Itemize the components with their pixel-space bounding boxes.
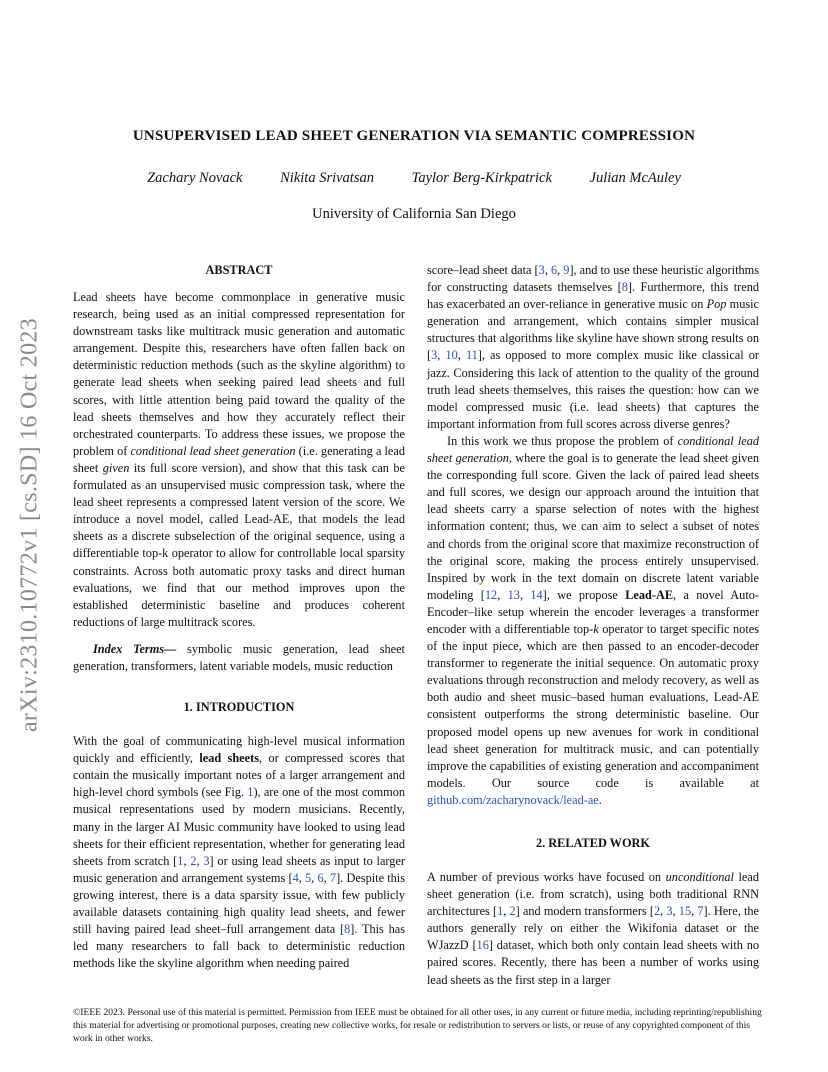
citation-link[interactable]: 1 <box>497 904 504 919</box>
arxiv-stamp: arXiv:2310.10772v1 [cs.SD] 16 Oct 2023 <box>16 317 43 733</box>
citation-link[interactable]: 8 <box>621 280 628 295</box>
citation-link[interactable]: 6 <box>317 870 324 885</box>
intro-paragraph-2: In this work we thus propose the problem of conditional lead sheet generation, where the goal is to generate the lead sheet given the corresponding full score. Given the lack of paired lead sheets and full scores, we design our approach around the intuition that lead sheets carry a sparse selection of notes with the highest information content; thus, we can aim to select a subset of notes and chords from the original score that maximize reconstruction of the original score, making the process entirely unsupervised. Inspired by work in the text domain on discrete latent variable modeling [12, 13, 14], we propose Lead-AE, a novel Auto-Encoder–like setup wherein the encoder leverages a transformer encoder with a differentiable top-k operator to target specific notes of the input piece, which are then passed to an encoder-decoder transformer to regenerate the initial sequence. On automatic proxy evaluations through reconstruction and melody recovery, as well as both audio and sheet music–based human evaluations, Lead-AE consistent outperforms the strong deterministic baseline. Our proposed model opens up new avenues for work in conditional lead sheet generation for multitrack music, and can potentially improve the capabilities of existing generation and accompaniment models. Our source code is available at github.com/zacharynovack/lead-ae. <box>427 433 759 807</box>
intro-heading: 1. INTRODUCTION <box>183 700 295 715</box>
citation-link[interactable]: 3 <box>538 263 545 277</box>
author: Zachary Novack <box>147 170 243 186</box>
citation-link[interactable]: 2 <box>653 904 661 919</box>
author: Nikita Srivatsan <box>280 170 374 186</box>
citation-link[interactable]: 14 <box>530 587 543 602</box>
citation-link[interactable]: 5 <box>305 870 312 885</box>
author: Taylor Berg-Kirkpatrick <box>411 170 552 186</box>
citation-link[interactable]: 7 <box>329 870 337 885</box>
citation-link[interactable]: 10 <box>445 348 458 363</box>
citation-link[interactable]: 16 <box>476 938 489 953</box>
left-column <box>73 262 405 972</box>
citation-link[interactable]: 9 <box>563 263 570 277</box>
copyright-footer: ©IEEE 2023. Personal use of this material is permitted. Permission from IEEE must be obtained for all other uses, in any current or future media, including reprinting/republishing this material for advertising or promotional purposes, creating new collective works, for resale or redistribution to servers or lists, or reuse of any copyrighted component of this work in other works. <box>73 1007 762 1044</box>
index-terms: Index Terms— symbolic music generation, lead sheet generation, transformers, latent variable models, music reduction <box>73 641 405 673</box>
citation-link[interactable]: 4 <box>292 870 299 885</box>
author: Julian McAuley <box>589 170 681 186</box>
author-list <box>0 170 828 187</box>
citation-link[interactable]: 1 <box>247 785 254 800</box>
source-code-link[interactable]: github.com/zacharynovack/lead-ae <box>427 792 599 807</box>
citation-link[interactable]: 3 <box>203 853 210 868</box>
right-column <box>427 262 759 989</box>
citation-link[interactable]: 11 <box>465 348 478 363</box>
intro-body: With the goal of communicating high-level musical information quickly and efficiently, lead sheets, or compressed scores that contain the musically important notes of a larger arrangement and high-level chord symbols (see Fig. 1), are one of the most common musical representations used by modern musicians. Recently, many in the larger AI Music community have looked to using lead sheets for their efficient representation, whether for generating lead sheets from scratch [1, 2, 3] or using lead sheets as input to larger music generation and arrangement systems [4, 5, 6, 7]. Despite this growing interest, there is a data sparsity issue, with few publicly available datasets containing high quality lead sheets, and fewer still having paired lead sheet–full arrangement data [8]. This has led many researchers to fall back to deterministic reduction methods like the skyline algorithm when needing paired <box>73 734 406 971</box>
related-work-heading: 2. RELATED WORK <box>536 836 650 850</box>
abstract-body: Lead sheets have become commonplace in generative music research, being used as an initial compressed representation for downstream tasks like multitrack music generation and automatic arrangement. Despite this, researchers have often fallen back on deterministic reduction methods (such as the skyline algorithm) to generate lead sheets when seeking paired lead sheets and full scores, with little attention being paid toward the quality of the lead sheets themselves and how they accurately reflect their orchestrated counterparts. To address these issues, we propose the problem of conditional lead sheet generation (i.e. generating a lead sheet given its full score version), and show that this task can be formulated as an unsupervised music compression task, where the lead sheet represents a compressed latent version of the score. We introduce a novel model, called Lead-AE, that models the lead sheets as a discrete subselection of the original sequence, using a differentiable top-k operator to allow for controllable local sparsity constraints. Across both automatic proxy tasks and direct human evaluations, we find that our method improves upon the established deterministic baseline and produces coherent reductions of large multitrack scores. <box>73 290 406 629</box>
citation-link[interactable]: 2 <box>509 904 516 919</box>
citation-link[interactable]: 13 <box>507 587 520 602</box>
citation-link[interactable]: 8 <box>344 922 351 937</box>
abstract-heading: ABSTRACT <box>205 263 273 277</box>
citation-link[interactable]: 7 <box>697 904 704 919</box>
citation-link[interactable]: 6 <box>550 263 558 277</box>
intro-continued: score–lead sheet data [3, 6, 9], and to use these heuristic algorithms for constructing datasets themselves [8]. Furthermore, this trend has exacerbated an over-reliance in generative music on Pop music generation and arrangement, which contains simpler musical structures that algorithms like skyline have shown strong results on [3, 10, 11], as opposed to more complex music like classical or jazz. Considering this lack of attention to the quality of the ground truth lead sheets themselves, this raises the question: how can we model compressed music (i.e. lead sheets) that captures the important information from full scores across diverse genres? <box>427 263 760 431</box>
related-work-body: A number of previous works have focused on unconditional lead sheet generation (i.e. from scratch), using both traditional RNN architectures [1, 2] and modern transformers [2, 3, 15, 7]. Here, the authors generally rely on either the Wikifonia dataset or the WJazzD [16] dataset, which both only contain lead sheets with no paired scores. Recently, there has been a number of works using lead sheets as the first step in a larger <box>427 870 759 987</box>
citation-link[interactable]: 12 <box>484 587 498 602</box>
citation-link[interactable]: 3 <box>666 904 673 919</box>
paper-title: UNSUPERVISED LEAD SHEET GENERATION VIA SEMANTIC COMPRESSION <box>132 128 696 144</box>
citation-link[interactable]: 3 <box>431 348 438 363</box>
citation-link[interactable]: 1 <box>177 853 184 868</box>
affiliation: University of California San Diego <box>312 206 516 222</box>
citation-link[interactable]: 15 <box>678 904 692 919</box>
citation-link[interactable]: 2 <box>190 853 197 868</box>
